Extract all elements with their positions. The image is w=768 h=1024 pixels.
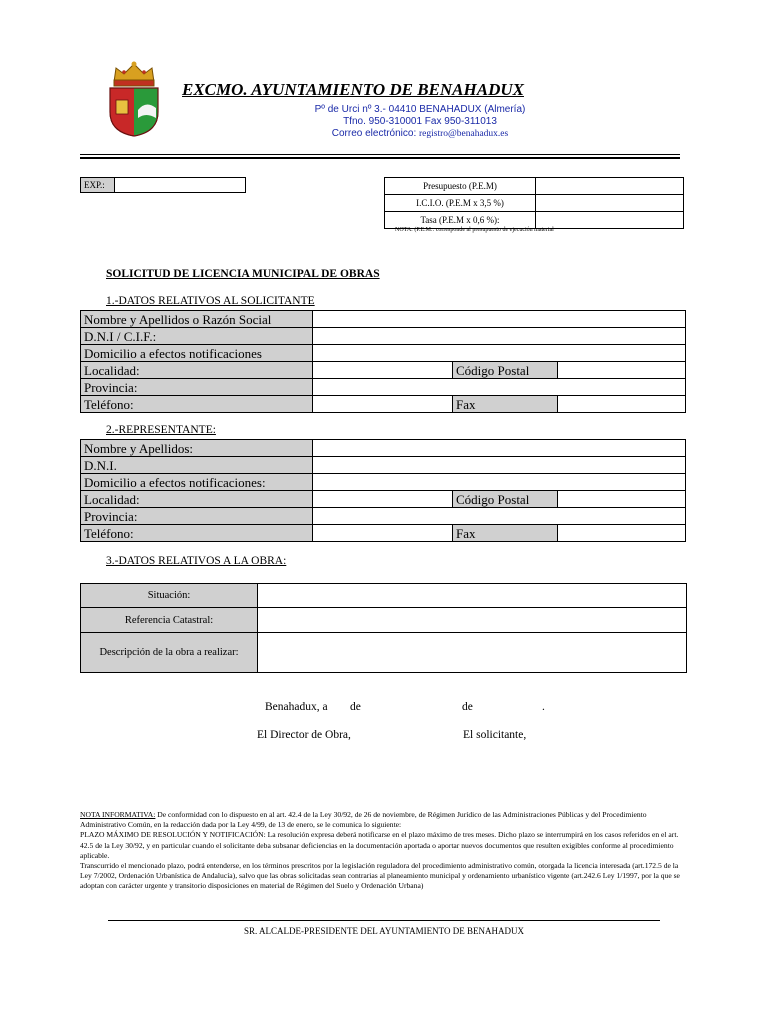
- representative-table: [80, 439, 686, 542]
- email-label: Correo electrónico:: [331, 128, 417, 139]
- legal-note-intro: De conformidad con lo dispuesto en al art. 42.4 de la Ley 30/92, de 26 de noviembre, de Régimen Jurídico de las Administraciones Públicas y del Procedimiento Administrativo Común, en la redacción dada por la Ley 4/99, de 13 de enero, se le comunica lo siguiente:: [80, 810, 647, 830]
- rep-provincia-label: Provincia:: [81, 508, 313, 525]
- budget-value-field[interactable]: [536, 195, 684, 212]
- table-row: [81, 440, 686, 457]
- domicilio-label: Domicilio a efectos notificaciones: [81, 345, 313, 362]
- postal-code-field[interactable]: [558, 362, 686, 379]
- contact-info: [290, 104, 550, 140]
- referencia-catastral-label: Referencia Catastral:: [81, 608, 258, 633]
- table-row: [385, 212, 684, 229]
- rep-postal-code-field[interactable]: [558, 491, 686, 508]
- email-line: [290, 128, 550, 140]
- name-field[interactable]: [313, 311, 686, 328]
- descripcion-field[interactable]: [258, 633, 687, 673]
- table-row: [81, 474, 686, 491]
- works-table: [80, 583, 687, 673]
- postal-code-label: Código Postal: [453, 362, 558, 379]
- table-row: [81, 396, 686, 413]
- table-row: [81, 457, 686, 474]
- table-row: [81, 633, 687, 673]
- pem-note: NOTA: (P.E.M.: corresponde al presupuesto de ejecución material: [395, 227, 554, 233]
- provincia-label: Provincia:: [81, 379, 313, 396]
- budget-value-field[interactable]: [536, 178, 684, 195]
- place-label: Benahadux, a: [265, 701, 328, 713]
- name-label: Nombre y Apellidos o Razón Social: [81, 311, 313, 328]
- legal-note: [80, 810, 690, 892]
- descripcion-label: Descripción de la obra a realizar:: [81, 633, 258, 673]
- table-row: [385, 195, 684, 212]
- table-row: [81, 491, 686, 508]
- rep-domicilio-field[interactable]: [313, 474, 686, 491]
- telefono-field[interactable]: [313, 396, 453, 413]
- localidad-field[interactable]: [313, 362, 453, 379]
- dni-label: D.N.I / C.I.F.:: [81, 328, 313, 345]
- legal-note-silence: Transcurrido el mencionado plazo, podrá entenderse, en los términos prescritos por la legislación reguladora del procedimiento administrativo común, otorgada la licencia interesada (art.172.5 de la Ley 7/2002, Ordenación Urbanística de Andalucía), salvo que las obras solicitadas sean contrarias al planeamiento municipal y ordenamiento urbanístico vigente (art.242.6 Ley 1/1997, por la que se adoptan con carácter urgente y transitorio disposiciones en material de Régimen del Suelo y Ordenación Urbana): [80, 861, 680, 891]
- legal-note-deadline: PLAZO MÁXIMO DE RESOLUCIÓN Y NOTIFICACIÓN: La resolución expresa deberá notificarse en el plazo máximo de tres meses. Dicho plazo se interrumpirá en los casos referidos en el art. 42.5 de la Ley 30/92, y en particular cuando el solicitante deba subsanar deficiencias en la documentación aportada o aportar nuevos documentos que resulten exigibles conforme al procedimiento aplicable.: [80, 830, 679, 860]
- table-row: [81, 362, 686, 379]
- localidad-label: Localidad:: [81, 362, 313, 379]
- rep-localidad-field[interactable]: [313, 491, 453, 508]
- exp-label: EXP.:: [81, 178, 115, 192]
- address-line: Pº de Urci nº 3.- 04410 BENAHADUX (Almería): [314, 104, 526, 115]
- budget-label: Tasa (P.E.M x 0,6 %):: [385, 212, 536, 229]
- referencia-catastral-field[interactable]: [258, 608, 687, 633]
- header-divider-thick: [80, 157, 680, 159]
- table-row: [385, 178, 684, 195]
- addressee: SR. ALCALDE-PRESIDENTE DEL AYUNTAMIENTO DE BENAHADUX: [244, 926, 524, 936]
- dni-field[interactable]: [313, 328, 686, 345]
- rep-telefono-label: Teléfono:: [81, 525, 313, 542]
- budget-label: I.C.I.O. (P.E.M x 3,5 %): [385, 195, 536, 212]
- budget-label: Presupuesto (P.E.M): [385, 178, 536, 195]
- legal-note-label: NOTA INFORMATIVA:: [80, 810, 156, 819]
- telefono-label: Teléfono:: [81, 396, 313, 413]
- table-row: [81, 328, 686, 345]
- rep-name-field[interactable]: [313, 440, 686, 457]
- rep-postal-code-label: Código Postal: [453, 491, 558, 508]
- director-signature-label: El Director de Obra,: [257, 729, 351, 741]
- exp-field[interactable]: [115, 178, 245, 192]
- email-address[interactable]: registro@benahadux.es: [419, 129, 509, 139]
- form-title: SOLICITUD DE LICENCIA MUNICIPAL DE OBRAS: [106, 268, 380, 280]
- fax-label: Fax: [453, 396, 558, 413]
- rep-name-label: Nombre y Apellidos:: [81, 440, 313, 457]
- section-2-heading: 2.-REPRESENTANTE:: [106, 424, 216, 436]
- table-row: [81, 345, 686, 362]
- table-row: [81, 608, 687, 633]
- phone-line: Tfno. 950-310001 Fax 950-311013: [343, 116, 497, 127]
- domicilio-field[interactable]: [313, 345, 686, 362]
- applicant-table: [80, 310, 686, 413]
- section-1-heading: 1.-DATOS RELATIVOS AL SOLICITANTE: [106, 295, 315, 307]
- date-de-1: de: [350, 701, 361, 713]
- rep-localidad-label: Localidad:: [81, 491, 313, 508]
- rep-domicilio-label: Domicilio a efectos notificaciones:: [81, 474, 313, 491]
- rep-dni-label: D.N.I.: [81, 457, 313, 474]
- budget-value-field[interactable]: [536, 212, 684, 229]
- header-divider: [80, 154, 680, 155]
- coat-of-arms-icon: [104, 60, 164, 138]
- rep-provincia-field[interactable]: [313, 508, 686, 525]
- table-row: [81, 311, 686, 328]
- situacion-field[interactable]: [258, 584, 687, 608]
- provincia-field[interactable]: [313, 379, 686, 396]
- date-end-dot: .: [542, 701, 545, 713]
- table-row: [81, 379, 686, 396]
- date-de-2: de: [462, 701, 473, 713]
- rep-telefono-field[interactable]: [313, 525, 453, 542]
- applicant-signature-label: El solicitante,: [463, 729, 527, 741]
- institution-title: EXCMO. AYUNTAMIENTO DE BENAHADUX: [182, 80, 524, 99]
- table-row: [81, 525, 686, 542]
- footer-divider: [108, 920, 660, 921]
- rep-fax-field[interactable]: [558, 525, 686, 542]
- section-3-heading: 3.-DATOS RELATIVOS A LA OBRA:: [106, 555, 287, 567]
- budget-table: [384, 177, 684, 229]
- exp-box: [80, 177, 246, 193]
- fax-field[interactable]: [558, 396, 686, 413]
- rep-fax-label: Fax: [453, 525, 558, 542]
- table-row: [81, 584, 687, 608]
- rep-dni-field[interactable]: [313, 457, 686, 474]
- situacion-label: Situación:: [81, 584, 258, 608]
- table-row: [81, 508, 686, 525]
